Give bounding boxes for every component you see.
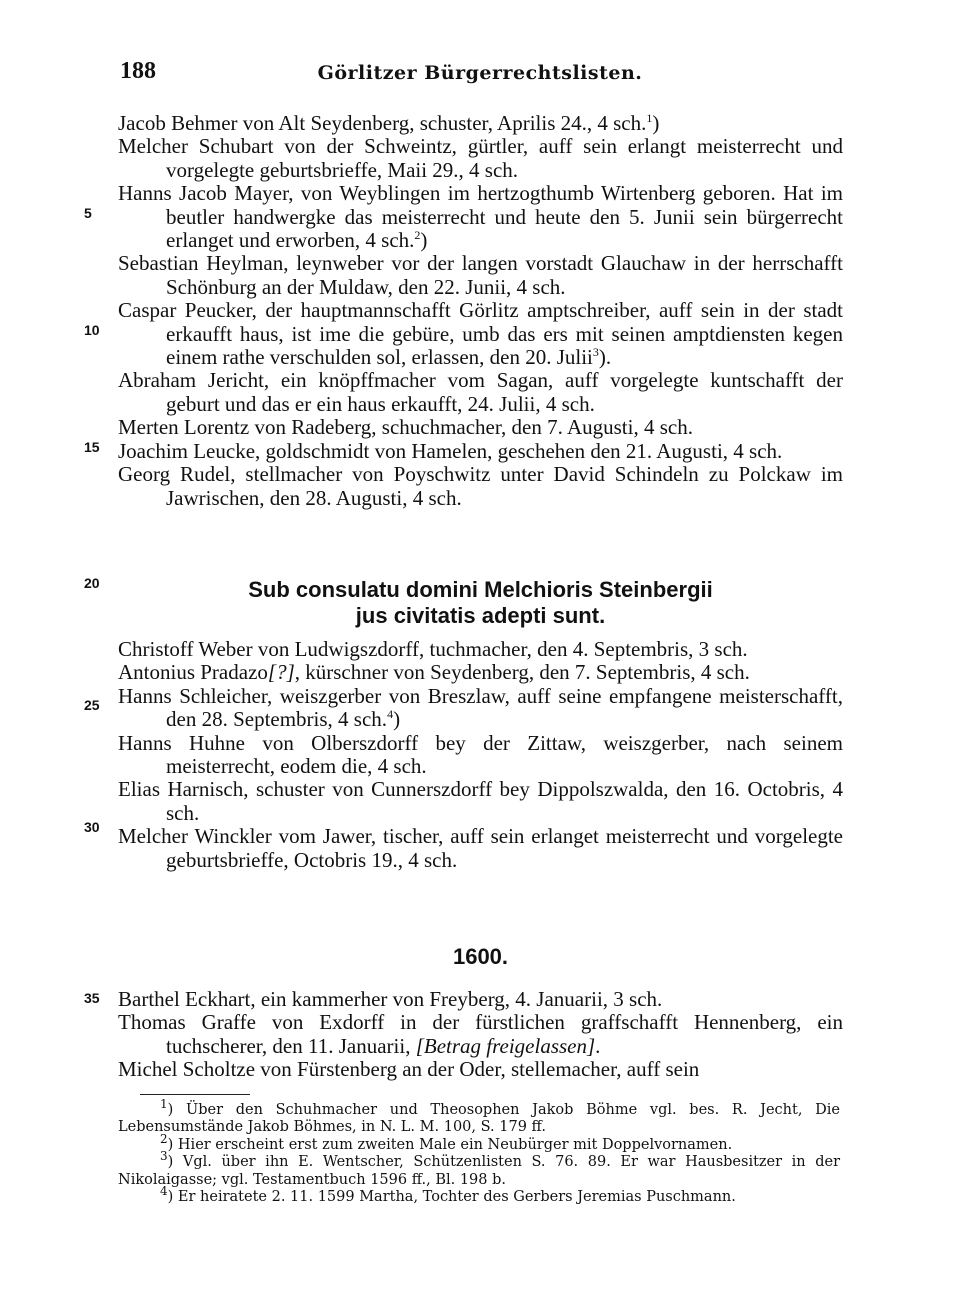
line-number: 10: [84, 322, 100, 338]
editorial-note: [?]: [267, 660, 295, 685]
entry: Merten Lorentz von Radeberg, schuchmacher, den 7. Augusti, 4 sch.: [118, 415, 693, 440]
line-number: 20: [84, 575, 100, 591]
line-number: 5: [84, 205, 92, 221]
footnotes: [118, 1097, 840, 1206]
entry: Hanns Schleicher, weiszgerber von Breszlaw, auff seine empfangene meisterschafft, den 28. Septembris, 4 sch.$^4$): [118, 683, 843, 732]
entry: Antonius Pradazo[?], kürschner von Seydenberg, den 7. Septembris, 4 sch.: [118, 660, 750, 685]
entry: Caspar Peucker, der hauptmannschafft Görlitz amptschreiber, auff sein in der stadt erkaufft haus, ist ime die gebüre, umb das ers mit seinen amptdiensten kegen einem rathe verschulden sol, erlassen, den 20. Julii$^3$).: [118, 298, 843, 370]
entry: Georg Rudel, stellmacher von Poyschwitz unter David Schindeln zu Polckaw im Jawrischen, den 28. Augusti, 4 sch.: [118, 462, 843, 510]
year-heading: 1600.: [452, 944, 509, 969]
section-heading-line: jus civitatis adepti sunt.: [355, 603, 606, 628]
entry: Elias Harnisch, schuster von Cunnerszdorff bey Dippolszwalda, den 16. Octobris, 4 sch.: [118, 777, 843, 825]
entry: Melcher Schubart von der Schweintz, gürtler, auff sein erlangt meisterrecht und vorgelegte geburtsbrieffe, Maii 29., 4 sch.: [118, 134, 843, 182]
entry: Hanns Huhne von Olberszdorff bey der Zittaw, weiszgerber, nach seinem meisterrecht, eodem die, 4 sch.: [118, 730, 843, 779]
line-number: 30: [84, 819, 100, 835]
entries-block-2: [118, 638, 843, 872]
footnote: $^2$) Hier erscheint erst zum zweiten Male ein Neubürger mit Doppelvornamen.: [160, 1131, 733, 1153]
entries-block-3: [118, 988, 843, 1082]
line-number: 25: [84, 697, 100, 713]
footnote-marker: 1: [646, 111, 653, 125]
entry: Michel Scholtze von Fürstenberg an der Oder, stellemacher, auff sein: [118, 1057, 700, 1082]
entry: Joachim Leucke, goldschmidt von Hamelen, geschehen den 21. Augusti, 4 sch.: [118, 438, 783, 463]
footnote: $^1$) Über den Schuhmacher und Theosophen Jakob Böhme vgl. bes. R. Jecht, Die Lebensumstände Jakob Böhmes, in N. L. M. 100, S. 179 ff.: [118, 1097, 840, 1136]
section-heading-line: Sub consulatu domini Melchioris Steinbergii: [248, 577, 713, 602]
entry: Sebastian Heylman, leynweber vor der langen vorstadt Glauchaw in der herrschafft Schönburg an der Muldaw, den 22. Junii, 4 sch.: [118, 251, 843, 299]
entries-block-1: [118, 112, 843, 510]
line-number: 15: [84, 439, 100, 455]
page-header: [120, 58, 840, 92]
footnote: $^3$) Vgl. über ihn E. Wentscher, Schützenlisten S. 76. 89. Er war Hausbesitzer in der Nikolaigasse; vgl. Testamentbuch 1596 ff., Bl. 198 b.: [118, 1149, 840, 1188]
editorial-note: [Betrag freigelassen]: [415, 1033, 596, 1058]
page-number: 188: [120, 58, 156, 84]
footnote-marker: 3: [592, 345, 599, 360]
entry: Thomas Graffe von Exdorff in der fürstlichen graffschafft Hennenberg, ein tuchscherer, den 11. Januarii, [Betrag freigelassen].: [118, 1010, 843, 1058]
line-number: 35: [84, 990, 100, 1006]
footnote-marker: 4: [387, 707, 394, 722]
entry: Abraham Jericht, ein knöpffmacher vom Sagan, auff vorgelegte kuntschafft der geburt und das er ein haus erkaufft, 24. Julii, 4 sch.: [118, 368, 843, 416]
entry: Hanns Jacob Mayer, von Weyblingen im hertzogthumb Wirtenberg geboren. Hat im beutler handwergke das meisterrecht und heute den 5. Junii sein bürgerrecht erlanget und erworben, 4 sch.$^2$): [118, 181, 843, 253]
entry: Barthel Eckhart, ein kammerher von Freyberg, 4. Januarii, 3 sch.: [118, 987, 663, 1011]
footnote: $^4$) Er heiratete 2. 11. 1599 Martha, Tochter des Gerbers Jeremias Puschmann.: [160, 1184, 736, 1206]
entry: Christoff Weber von Ludwigszdorff, tuchmacher, den 4. Septembris, 3 sch.: [118, 637, 748, 661]
entry: Jacob Behmer von Alt Seydenberg, schuster, Aprilis 24., 4 sch.$^1$): [118, 111, 660, 135]
footnote-rule: [140, 1094, 250, 1095]
footnote-marker: 2: [414, 228, 421, 243]
running-title: Görlitzer Bürgerrechtslisten.: [317, 62, 643, 84]
entry: Melcher Winckler vom Jawer, tischer, auff sein erlanget meisterrecht und vorgelegte geburtsbrieffe, Octobris 19., 4 sch.: [118, 824, 843, 872]
section-heading: [118, 577, 843, 629]
